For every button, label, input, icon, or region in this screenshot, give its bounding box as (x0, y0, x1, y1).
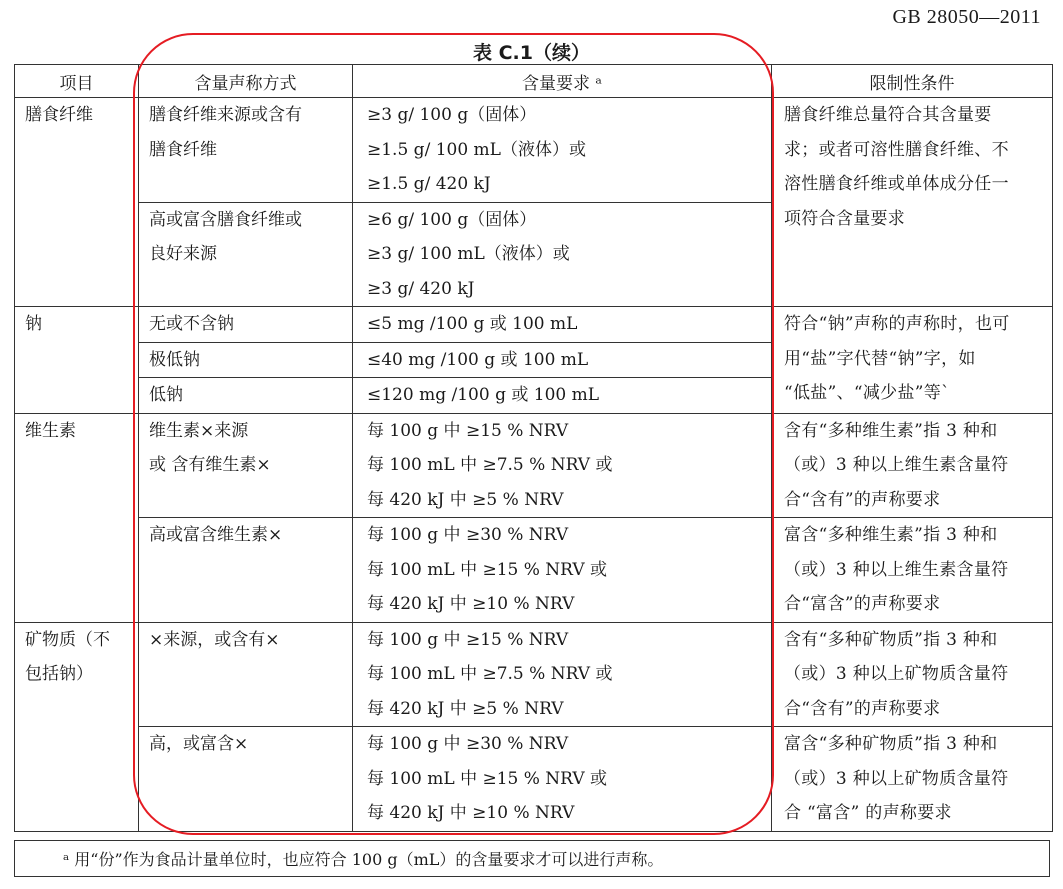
claim-method-cell (139, 413, 353, 518)
cell-text: 合 “富含” 的声称要求 (784, 803, 952, 823)
item-label: 包括钠） (25, 664, 93, 684)
claim-method-cell (139, 622, 353, 727)
item-cell (15, 98, 139, 307)
cell-text: ≥1.5 g/ 420 kJ (367, 174, 491, 194)
requirement-cell (353, 98, 772, 203)
cell-text: 项符合含量要求 (784, 208, 906, 229)
cell-text: 每 100 g 中 ≥15 % NRV (367, 420, 569, 441)
condition-cell (772, 307, 1053, 414)
item-label: 维生素 (25, 420, 76, 441)
cell-text: 每 420 kJ 中 ≥10 % NRV (367, 803, 575, 823)
condition-cell (772, 98, 1053, 307)
item-cell (15, 622, 139, 831)
claim-method-cell (139, 202, 353, 307)
table-header-row (15, 65, 1053, 98)
col-header-claim-method: 含量声称方式 (139, 65, 353, 98)
cell-text: 膳食纤维总量符合其含量要 (784, 105, 992, 125)
col-header-content-requirement: 含量要求 ᵃ (353, 65, 772, 98)
cell-text: ×来源，或含有× (149, 629, 280, 650)
cell-text: ≥3 g/ 100 mL（液体）或 (367, 244, 570, 264)
cell-text: 符合“钠”声称的声称时，也可 (784, 314, 1010, 334)
cell-text: 求；或者可溶性膳食纤维、不 (784, 139, 1009, 160)
cell-text: 无或不含钠 (149, 314, 234, 334)
cell-text: 膳食纤维 (149, 139, 217, 160)
cell-text: （或）3 种以上矿物质含量符 (784, 768, 1009, 789)
cell-text: 每 100 mL 中 ≥7.5 % NRV 或 (367, 664, 613, 684)
table-row (15, 622, 1053, 727)
cell-text: （或）3 种以上维生素含量符 (784, 455, 1009, 475)
table-row (15, 413, 1053, 518)
cell-text: 每 100 mL 中 ≥7.5 % NRV 或 (367, 455, 613, 475)
table-row (15, 518, 1053, 623)
cell-text: 极低钠 (149, 349, 200, 370)
condition-cell (772, 622, 1053, 727)
table-row (15, 727, 1053, 832)
cell-text: 膳食纤维来源或含有 (149, 105, 302, 125)
table-row (15, 307, 1053, 343)
cell-text: ≥3 g/ 420 kJ (367, 278, 475, 299)
requirement-cell (353, 518, 772, 623)
cell-text: ≤5 mg /100 g 或 100 mL (367, 314, 578, 334)
cell-text: 每 100 g 中 ≥15 % NRV (367, 629, 569, 650)
cell-text: 维生素×来源 (149, 420, 249, 441)
cell-text: 低钠 (149, 385, 183, 405)
claim-method-cell (139, 518, 353, 623)
condition-cell (772, 413, 1053, 518)
cell-text: ≥1.5 g/ 100 mL（液体）或 (367, 139, 586, 160)
table-caption: 表 C.1（续） (473, 42, 590, 64)
cell-text: 或 含有维生素× (149, 455, 271, 475)
cell-text: ≥6 g/ 100 g（固体） (367, 209, 537, 230)
cell-text: 含有“多种矿物质”指 3 种和 (784, 629, 998, 650)
claim-method-cell (139, 342, 353, 378)
cell-text: 合“富含”的声称要求 (784, 594, 941, 614)
requirement-cell (353, 727, 772, 832)
condition-cell (772, 727, 1053, 832)
requirement-cell (353, 622, 772, 727)
cell-text: 合“含有”的声称要求 (784, 489, 941, 510)
condition-cell (772, 518, 1053, 623)
cell-text: 每 420 kJ 中 ≥5 % NRV (367, 489, 564, 510)
cell-text: 含有“多种维生素”指 3 种和 (784, 420, 998, 441)
item-label: 膳食纤维 (25, 105, 93, 125)
cell-text: 每 420 kJ 中 ≥5 % NRV (367, 698, 564, 719)
cell-text: 良好来源 (149, 244, 217, 264)
requirement-cell (353, 378, 772, 414)
cell-text: “低盐”、“减少盐”等` (784, 383, 950, 403)
nutrient-claim-table (14, 64, 1053, 832)
claim-method-cell (139, 307, 353, 343)
col-header-item: 项目 (15, 65, 139, 98)
cell-text: 高或富含膳食纤维或 (149, 209, 302, 230)
cell-text: 每 100 mL 中 ≥15 % NRV 或 (367, 768, 608, 789)
item-cell (15, 307, 139, 414)
requirement-cell (353, 307, 772, 343)
cell-text: 高或富含维生素× (149, 525, 283, 545)
cell-text: 每 100 mL 中 ≥15 % NRV 或 (367, 559, 608, 580)
cell-text: （或）3 种以上矿物质含量符 (784, 664, 1009, 684)
col-header-conditions: 限制性条件 (772, 65, 1053, 98)
cell-text: 高，或富含× (149, 734, 249, 754)
item-label: 矿物质（不 (25, 629, 110, 650)
table-row (15, 98, 1053, 203)
cell-text: 富含“多种维生素”指 3 种和 (784, 525, 998, 545)
cell-text: 溶性膳食纤维或单体成分任一 (784, 174, 1009, 194)
claim-method-cell (139, 378, 353, 414)
requirement-cell (353, 342, 772, 378)
cell-text: 富含“多种矿物质”指 3 种和 (784, 734, 998, 754)
cell-text: 每 100 g 中 ≥30 % NRV (367, 734, 569, 754)
cell-text: 每 420 kJ 中 ≥10 % NRV (367, 594, 575, 614)
cell-text: ≤120 mg /100 g 或 100 mL (367, 385, 600, 405)
item-label: 钠 (25, 314, 42, 334)
item-cell (15, 413, 139, 622)
cell-text: 合“含有”的声称要求 (784, 698, 941, 719)
claim-method-cell (139, 727, 353, 832)
standard-number: GB 28050—2011 (892, 6, 1041, 28)
cell-text: 每 100 g 中 ≥30 % NRV (367, 525, 569, 545)
cell-text: ≥3 g/ 100 g（固体） (367, 105, 537, 125)
table-footnote: ᵃ 用“份”作为食品计量单位时，也应符合 100 g（mL）的含量要求才可以进行声称。 (14, 840, 1050, 877)
cell-text: ≤40 mg /100 g 或 100 mL (367, 349, 589, 370)
requirement-cell (353, 202, 772, 307)
requirement-cell (353, 413, 772, 518)
claim-method-cell (139, 98, 353, 203)
cell-text: （或）3 种以上维生素含量符 (784, 559, 1009, 580)
cell-text: 用“盐”字代替“钠”字，如 (784, 348, 976, 369)
